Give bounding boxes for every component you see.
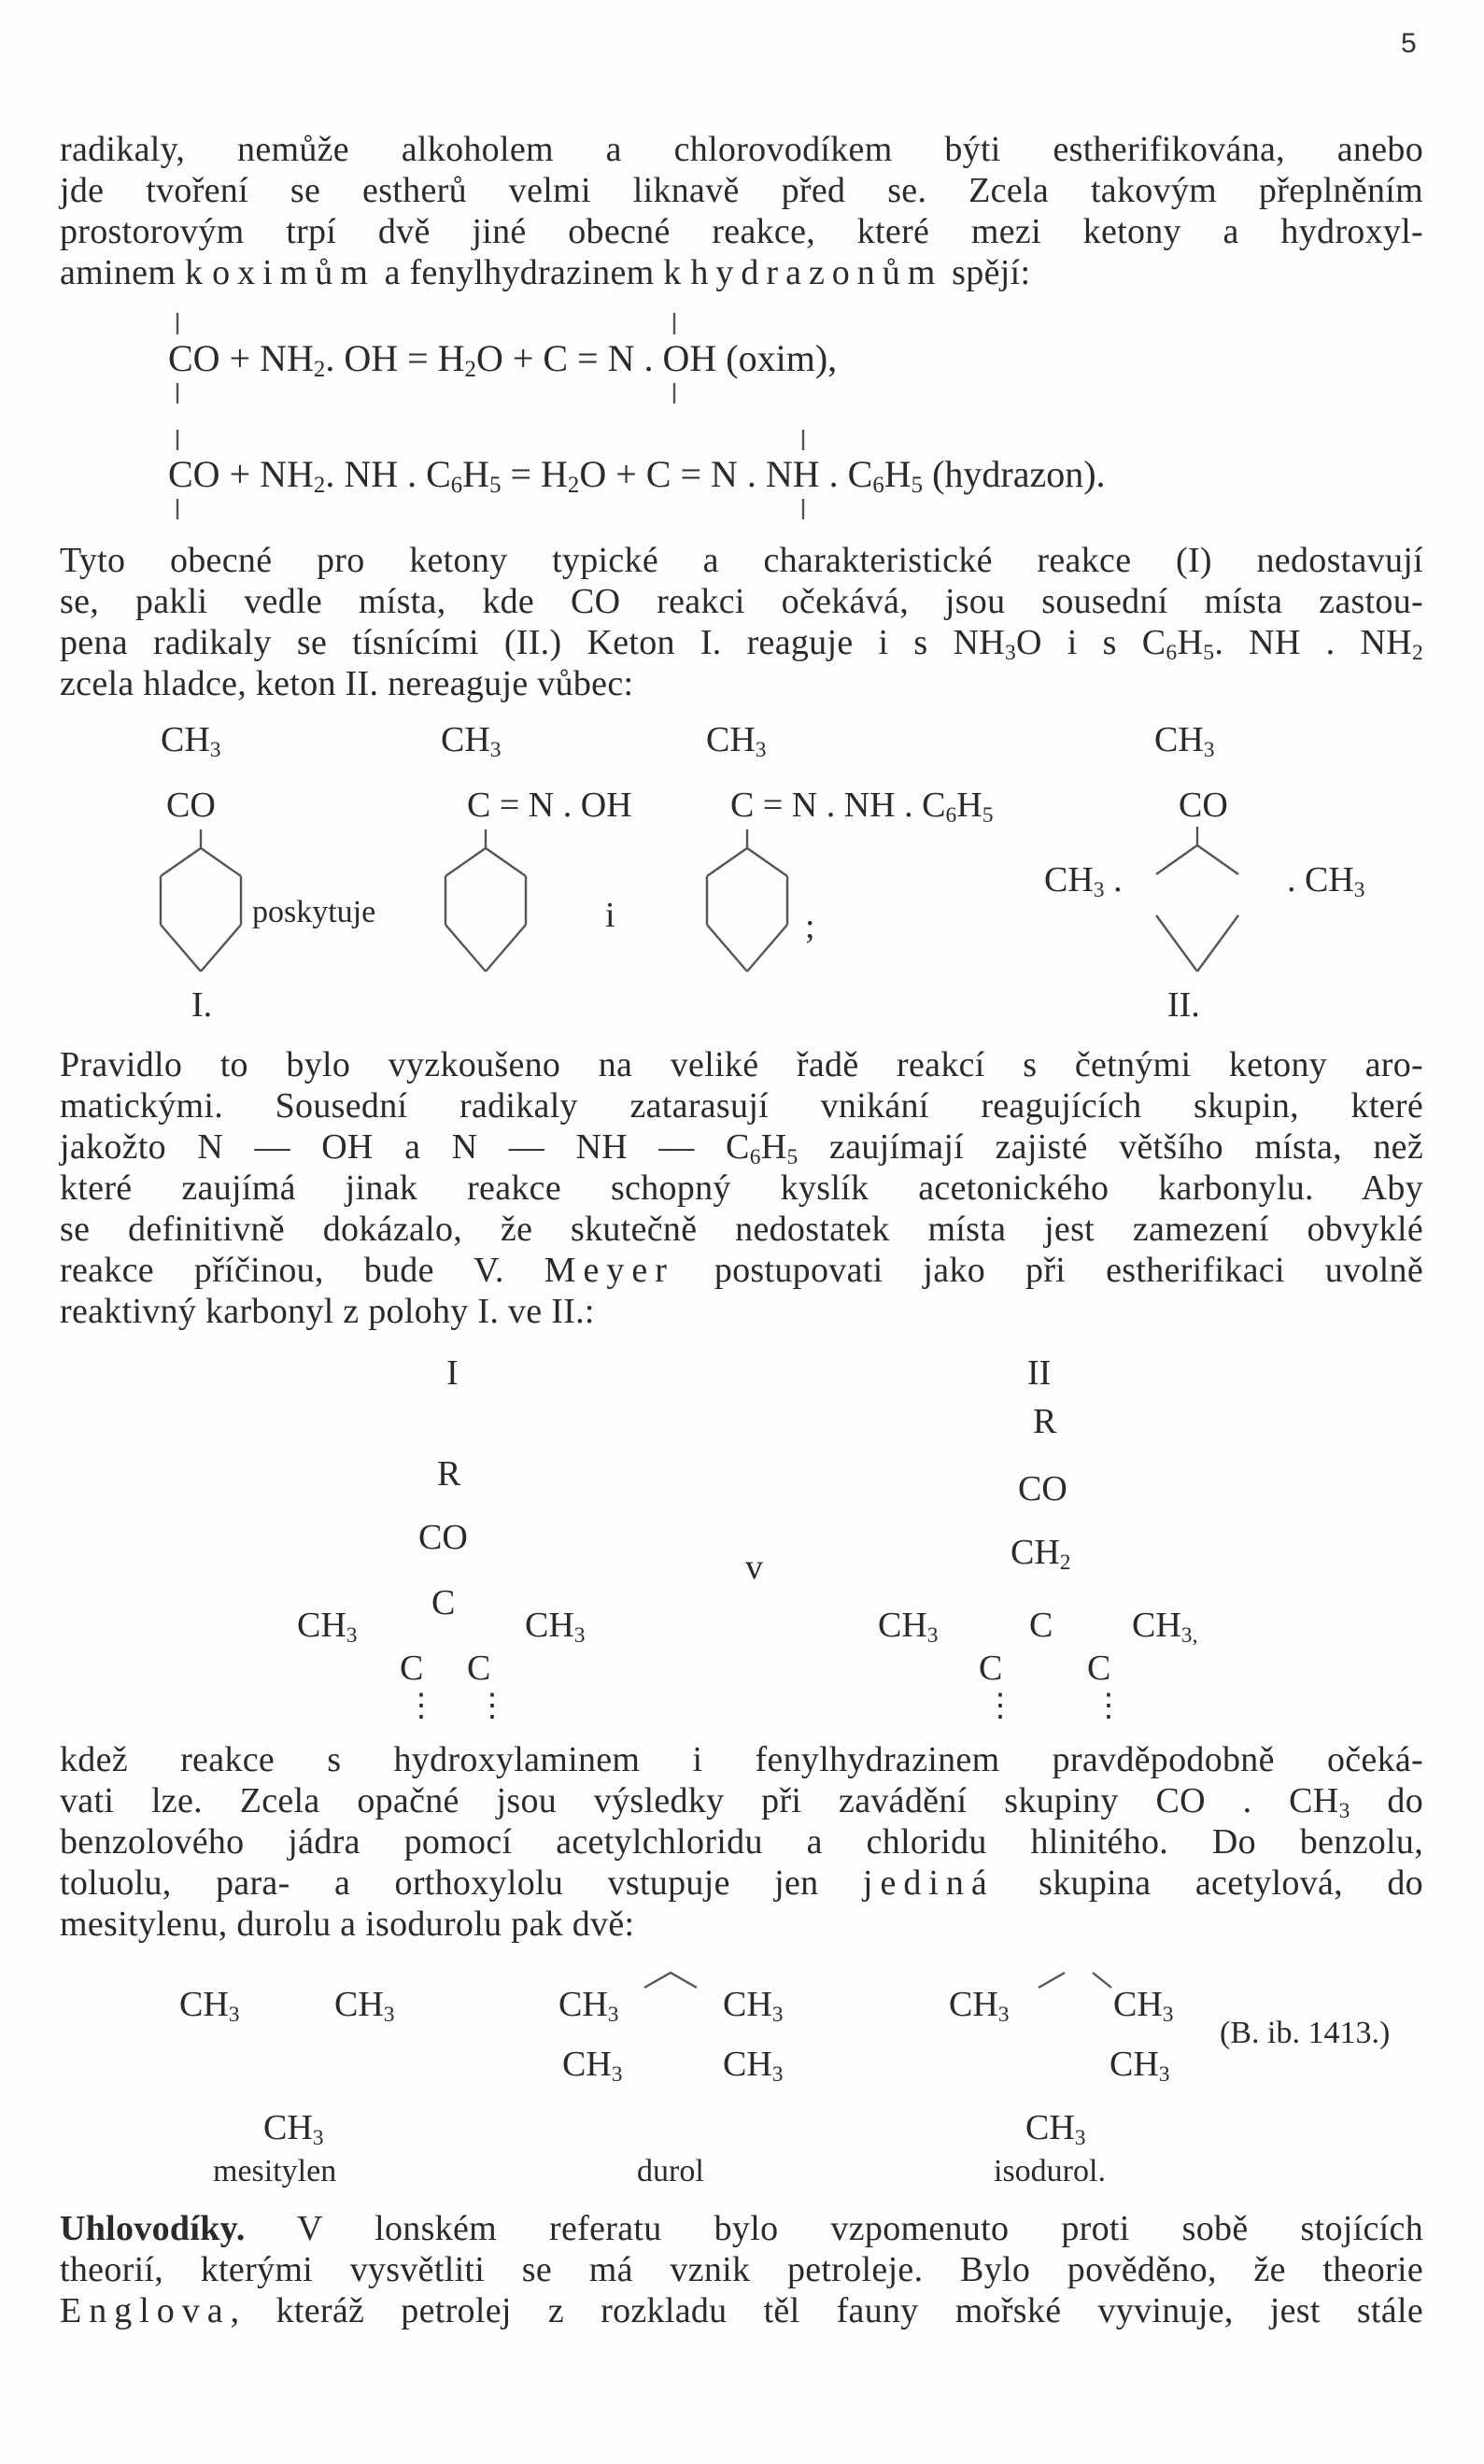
ring-bond: [1093, 1973, 1111, 1988]
text-line: se, pakli vedle místa, kde CO reakci očekává, jsou sousední místa zastou-: [60, 582, 1423, 621]
text-fragment: aminem k: [60, 253, 213, 292]
text-fragment: jakožto N — OH a N — NH — C: [60, 1127, 750, 1167]
ring-bond: [1039, 1973, 1065, 1988]
label-keton-i: I.: [191, 985, 213, 1025]
formula-ch3: $CH_3$: [723, 1985, 784, 2027]
text-line: reaktivný karbonyl z polohy I. ve II.:: [60, 1292, 595, 1331]
formula-ch3: $CH_3$: [949, 1985, 1010, 2027]
formula-ch3-side: $CH_3$ .: [1044, 860, 1123, 902]
eq-part: O + C = N . NH . C: [579, 453, 873, 495]
formula-ch3-side: . $CH_3$: [1287, 860, 1365, 902]
text-line: [60, 2290, 1423, 2331]
name-isodurol: isodurol.: [994, 2154, 1106, 2188]
text-sub: 6: [749, 1144, 761, 1169]
formula-c: C: [467, 1649, 491, 1688]
formula-ch3: $CH_3$: [723, 2045, 784, 2087]
label-poskytuje: poskytuje: [252, 895, 376, 929]
label-i: i: [605, 896, 615, 935]
text-fragment: . NH . NH: [1214, 623, 1412, 662]
text-line: zcela hladce, keton II. nereaguje vůbec:: [60, 664, 634, 703]
formula-c: C: [400, 1649, 424, 1688]
text-fragment: reakce příčinou, bude V.: [60, 1251, 544, 1290]
text-fragment: O i s C: [1016, 623, 1166, 662]
page-number: 5: [1401, 28, 1417, 59]
formula-ch3: $CH_3$: [263, 2108, 324, 2150]
text-line: mesitylenu, durolu a isodurolu pak dvě:: [60, 1905, 635, 1944]
text-fragment: pena radikaly se tísnícími (II.) Keton I. reaguje i s NH: [60, 623, 1005, 662]
text-fragment: a fenylhydrazinem k: [375, 253, 691, 292]
text-fragment: H: [760, 1127, 787, 1167]
formula-ch3: $CH_3$: [161, 720, 221, 762]
section-heading: Uhlovodíky.: [60, 2209, 246, 2248]
formula-ch3: $CH_3$: [441, 720, 502, 762]
eq-part: CO + NH: [168, 453, 314, 495]
eq-sub: 2: [464, 357, 476, 383]
text-line: Tyto obecné pro ketony typické a charakteristické reakce (I) nedostavují: [60, 541, 1423, 580]
formula-ch3: $CH_3$: [525, 1606, 586, 1648]
spaced-term: oximům: [212, 253, 375, 292]
continuation-dots: ⋮: [476, 1689, 508, 1723]
label-position-ii: II: [1027, 1353, 1052, 1393]
eq-sub: 2: [313, 473, 326, 499]
formula-ch3: $CH_3$: [179, 1985, 240, 2027]
text-fragment: H: [1177, 623, 1204, 662]
eq-sub: 2: [313, 357, 326, 383]
eq-part: = H: [501, 453, 568, 495]
eq-sub: 2: [567, 473, 580, 499]
spaced-term: hydrazonům: [690, 253, 943, 292]
text-line: kdež reakce s hydroxylaminem i fenylhydrazinem pravděpodobně očeká-: [60, 1740, 1423, 1779]
formula-r: R: [437, 1454, 461, 1494]
ring-bond: [644, 1973, 697, 1988]
formula-ch3: $CH_3$: [1109, 2045, 1170, 2087]
spaced-term: jediná: [862, 1863, 995, 1903]
formula-ch3: $CH_3$: [1113, 1985, 1174, 2027]
eq-part: H: [462, 453, 490, 495]
text-line: Pravidlo to bylo vyzkoušeno na veliké řadě reakcí s četnými ketony aro-: [60, 1045, 1423, 1084]
text-line: matickými. Sousední radikaly zatarasují vnikání reagujících skupin, které: [60, 1086, 1423, 1126]
label-position-i: I: [446, 1353, 459, 1393]
eq-part: . OH = H: [325, 337, 465, 379]
text-line: se definitivně dokázalo, že skutečně nedostatek místa jest zamezení obvyklé: [60, 1210, 1423, 1249]
eq-part: O + C = N . OH (oxim),: [475, 337, 838, 379]
reference-note: (B. ib. 1413.): [1220, 2016, 1391, 2050]
text-line: radikaly, nemůže alkoholem a chlorovodíkem býti estherifikována, anebo: [60, 130, 1423, 169]
label-v: v: [745, 1548, 763, 1587]
eq-part: CO + NH: [168, 337, 314, 379]
formula-co: CO: [166, 786, 216, 825]
text-fragment: postupovati jako při estherifikaci uvolně: [673, 1251, 1423, 1290]
text-fragment: do: [1350, 1781, 1424, 1820]
text-fragment: , kteráž petrolej z rozkladu těl fauny mořské vyvinuje, jest stále: [230, 2291, 1423, 2330]
formula-r: R: [1033, 1402, 1057, 1441]
text-line: [60, 2208, 1423, 2249]
formula-co: CO: [1018, 1469, 1067, 1508]
name-durol: durol: [637, 2154, 704, 2188]
text-line: benzolového jádra pomocí acetylchloridu a chloridu hlinitého. Do benzolu,: [60, 1822, 1423, 1862]
text-sub: 3: [1004, 640, 1017, 665]
label-semicolon: ;: [805, 907, 815, 946]
formula-c: C: [431, 1583, 456, 1622]
text-fragment: spějí:: [942, 253, 1031, 292]
formula-co: CO: [1179, 786, 1228, 825]
text-fragment: zaujímají zajisté většího místa, než: [798, 1127, 1423, 1167]
formula-ch3: $CH_3$: [558, 1985, 619, 2027]
formula-ch3: $CH_3$: [297, 1606, 358, 1648]
text-line: které zaujímá jinak reakce schopný kyslík acetonického karbonylu. Aby: [60, 1168, 1423, 1208]
formula-ch3: $CH_3$: [1025, 2108, 1086, 2150]
text-sub: 5: [1203, 640, 1215, 665]
eq-part: (hydrazon).: [923, 453, 1106, 495]
spaced-term: Meyer: [544, 1251, 674, 1290]
text-sub: 5: [786, 1144, 799, 1169]
formula-ch3: $CH_3$: [1154, 720, 1215, 762]
text-line: theorií, kterými vysvětliti se má vznik petroleje. Bylo pověděno, že theorie: [60, 2250, 1423, 2289]
continuation-dots: ⋮: [405, 1689, 437, 1723]
text-fragment: V lonském referatu bylo vzpomenuto proti sobě stojících: [245, 2209, 1423, 2248]
eq-sub: 6: [450, 473, 463, 499]
formula-c: C: [979, 1649, 1003, 1688]
text-fragment: toluolu, para- a orthoxylolu vstupuje jen: [60, 1863, 863, 1903]
label-keton-ii: II.: [1167, 985, 1200, 1025]
text-line: prostorovým trpí dvě jiné obecné reakce, které mezi ketony a hydroxyl-: [60, 212, 1423, 251]
formula-ch3: $CH_{3,}$: [1132, 1606, 1198, 1648]
eq-part: . NH . C: [325, 453, 451, 495]
formula-co: CO: [418, 1518, 468, 1557]
text-line: jde tvoření se estherů velmi liknavě před se. Zcela takovým přeplněním: [60, 171, 1423, 210]
formula-ch3: $CH_3$: [878, 1606, 939, 1648]
continuation-dots: ⋮: [1093, 1689, 1124, 1723]
formula-ch3: $CH_3$: [334, 1985, 395, 2027]
formula-ch3: $CH_3$: [706, 720, 767, 762]
text-fragment: skupina acetylová, do: [994, 1863, 1423, 1903]
text-sub: 6: [1166, 640, 1178, 665]
formula-ch3: $CH_3$: [562, 2045, 623, 2087]
eq-sub: 5: [489, 473, 502, 499]
formula-oxim: C = N . OH: [467, 786, 632, 825]
eq-sub: 6: [872, 473, 884, 499]
formula-c: C: [1087, 1649, 1111, 1688]
formula-c: C: [1029, 1606, 1053, 1645]
continuation-dots: ⋮: [984, 1689, 1016, 1723]
eq-part: H: [883, 453, 912, 495]
formula-ch2: $CH_2$: [1011, 1533, 1071, 1575]
text-sub: 2: [1411, 640, 1424, 665]
text-fragment: vati lze. Zcela opačné jsou výsledky při zavádění skupiny CO . CH: [60, 1781, 1339, 1820]
spaced-term: Englova: [60, 2291, 231, 2330]
name-mesitylen: mesitylen: [213, 2154, 337, 2188]
formula-hydrazon: C = N . NH . $C_6H_5$: [730, 786, 994, 828]
text-sub: 3: [1338, 1798, 1350, 1823]
eq-sub: 5: [911, 473, 924, 499]
